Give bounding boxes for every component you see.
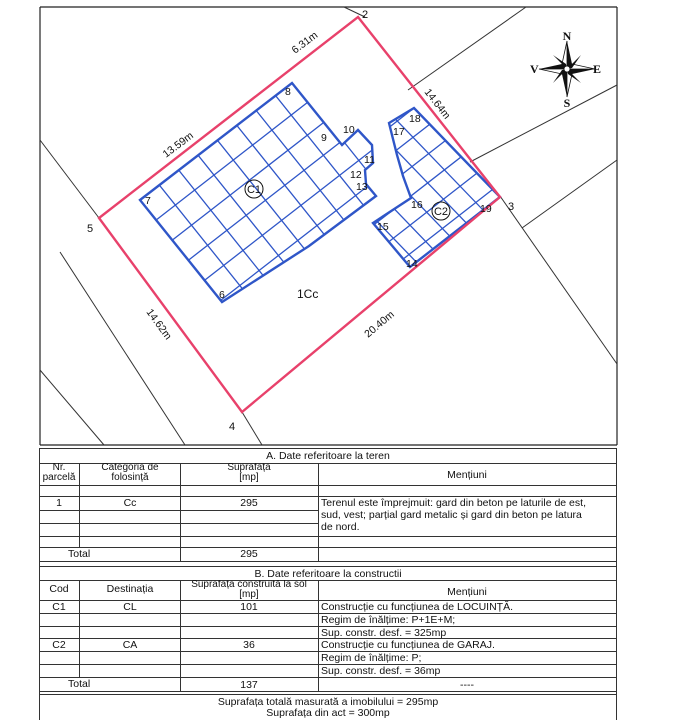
table-b-row2-mentiuni-2: Regim de înălțime: P; — [321, 652, 422, 664]
point-label-5: 5 — [87, 223, 94, 235]
table-b-header-destinatia: Destinația — [106, 583, 154, 595]
table-a-total-value: 295 — [240, 548, 258, 560]
svg-text:C2: C2 — [433, 206, 449, 218]
distance-14-64: 14.64m — [421, 86, 453, 122]
table-a-row1-suprafata: 295 — [240, 497, 258, 509]
parcel-label: 1Cc — [297, 287, 319, 301]
point-label-8: 8 — [285, 86, 291, 98]
table-b-row2-mentiuni-1: Construcție cu funcțiunea de GARAJ. — [321, 639, 495, 651]
point-label-7: 7 — [145, 195, 151, 207]
table-b-row1-cod: C1 — [52, 601, 66, 613]
svg-text:C1: C1 — [246, 184, 262, 196]
point-label-11: 11 — [364, 154, 375, 166]
table-a-row1-nr: 1 — [56, 497, 62, 509]
point-label-9: 9 — [321, 132, 327, 144]
svg-text:V: V — [530, 62, 539, 76]
table-a-header-nr: Nr. parcelă — [42, 463, 76, 483]
table-b-row2-dest: CA — [122, 639, 138, 651]
point-label-13: 13 — [356, 181, 368, 193]
point-label-12: 12 — [350, 169, 362, 181]
footer-deed-area: Suprafața din act = 300mp — [266, 707, 390, 719]
table-a-title: A. Date referitoare la teren — [266, 450, 390, 462]
footer-total-area: Suprafața totală masurată a imobilului = 295mp — [217, 696, 439, 708]
table-b-header-mentiuni: Mențiuni — [447, 586, 487, 598]
table-b-header-cod: Cod — [49, 583, 69, 595]
svg-text:N: N — [562, 29, 572, 43]
table-b-total-label: Total — [68, 678, 91, 690]
svg-text:E: E — [593, 62, 602, 76]
point-label-6: 6 — [219, 289, 225, 301]
point-label-2: 2 — [362, 9, 369, 21]
table-a-total-label: Total — [68, 548, 91, 560]
distance-20-40: 20.40m — [362, 308, 397, 341]
table-b-row1-supr: 101 — [240, 601, 258, 613]
distance-6-31: 6.31m — [289, 29, 321, 57]
table-a-row1-mentiuni: Terenul este împrejmuit: gard din beton pe laturile de est, sud, vest; parțial gard metalic și gard din beton pe latura de nord. — [321, 497, 586, 533]
svg-text:S: S — [563, 96, 571, 110]
table-b-row2-supr: 36 — [243, 639, 255, 651]
table-a-row1-categoria: Cc — [123, 497, 137, 509]
table-b-header-suprafata: Suprafața construită la sol [mp] — [191, 580, 307, 600]
point-label-16: 16 — [411, 199, 423, 211]
point-label-15: 15 — [377, 221, 389, 233]
table-b-row2-cod: C2 — [52, 639, 66, 651]
point-label-4: 4 — [229, 421, 236, 433]
table-b-row1-mentiuni-3: Sup. constr. desf. = 325mp — [321, 627, 447, 639]
point-label-3: 3 — [508, 201, 515, 213]
point-label-19: 19 — [480, 203, 492, 215]
point-label-10: 10 — [343, 124, 355, 136]
table-b-row1-mentiuni-1: Construcție cu funcțiunea de LOCUINȚĂ. — [321, 601, 514, 613]
point-label-17: 17 — [393, 126, 405, 138]
point-label-14: 14 — [406, 258, 418, 270]
table-b-row1-mentiuni-2: Regim de înălțime: P+1E+M; — [321, 614, 456, 626]
table-b-total-value: 137 — [240, 679, 258, 691]
table-b-row1-dest: CL — [123, 601, 137, 613]
table-a-header-categoria: Categoria de folosință — [101, 463, 159, 483]
table-b-title: B. Date referitoare la constructii — [254, 568, 402, 580]
point-label-18: 18 — [409, 113, 421, 125]
distance-13-59: 13.59m — [160, 129, 196, 161]
table-b-row2-mentiuni-3: Sup. constr. desf. = 36mp — [321, 665, 441, 677]
table-a-header-suprafata: Suprafața [mp] — [227, 463, 271, 483]
distance-14-62: 14.62m — [143, 306, 174, 343]
table-a-header-mentiuni: Mențiuni — [447, 469, 487, 481]
table-b-total-mentiuni: ---- — [460, 679, 474, 691]
